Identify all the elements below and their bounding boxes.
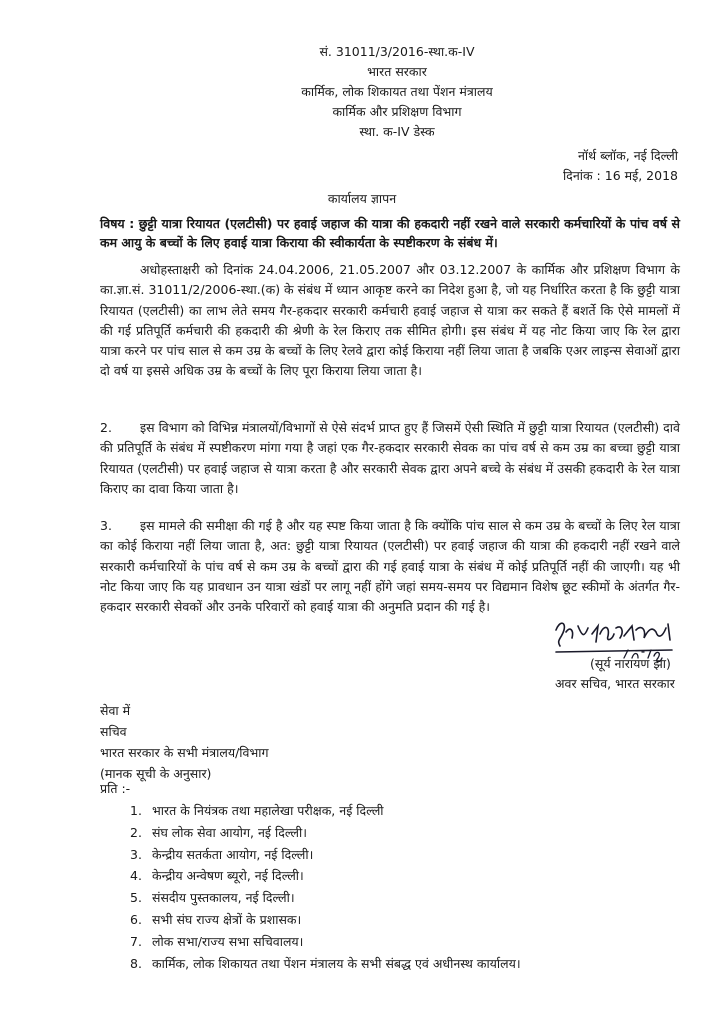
place-date-block [563,146,678,186]
list-item: 7. लोक सभा/राज्य सभा सचिवालय। [130,933,304,949]
paragraph-text: इस विभाग को विभिन्न मंत्रालयों/विभागों से ऐसे संदर्भ प्राप्त हुए हैं जिसमें ऐसी स्थिति में छुट्टी यात्रा रियायत (एलटीसी) दावे की प्रतिपूर्ति के संबंध में स्पष्टीकरण मांगा गया है जहां एक गैर-हकदार सरकारी सेवक का पांच वर्ष से कम उम्र का बच्चा छुट्टी यात्रा रियायत (एलटीसी) पर हवाई जहाज से यात्रा करता है और सरकारी सेवक द्वारा अपने बच्चे के संबंध में उसकी हकदारी के रेल यात्रा किराए का दावा किया जाता है। [100,420,680,496]
list-item: 4. केन्द्रीय अन्वेषण ब्यूरो, नई दिल्ली। [130,868,304,884]
ministry-name: कार्मिक, लोक शिकायत तथा पेंशन मंत्रालय [301,84,493,99]
list-item: 1. भारत के नियंत्रक तथा महालेखा परीक्षक, नई दिल्ली [130,803,384,818]
addressee-block [100,700,269,784]
paragraph-text: इस मामले की समीक्षा की गई है और यह स्पष्ट किया जाता है कि क्योंकि पांच साल से कम उम्र के बच्चों के लिए रेल यात्रा का कोई किराया नहीं लिया जाता है, अत: छुट्टी यात्रा रियायत (एलटीसी) पर हवाई जहाज की यात्रा की हकदारी नहीं रखने वाले सरकारी कर्मचारियों के पांच वर्ष से कम उम्र के बच्चों द्वारा की गई हवाई यात्रा के संबंध में कोई प्रतिपूर्ति नहीं की जाएगी। यह भी नोट किया जाए कि यह प्रावधान उन यात्रा खंडों पर लागू नहीं होंगे जहां समय-समय पर विद्यमान विशेष छूट स्कीमों के अंतर्गत गैर-हकदार सरकारी सेवकों और उनके परिवारों को हवाई यात्रा की अनुमति प्रदान की गई है। [100,518,680,615]
letterhead [0,44,724,144]
department-name: कार्मिक और प्रशिक्षण विभाग [332,104,462,119]
paragraph-text: अधोहस्ताक्षरी को दिनांक 24.04.2006, 21.05.2007 और 03.12.2007 के कार्मिक और प्रशिक्षण विभाग के का.ज्ञा.सं. 31011/2/2006-स्था.(क) के संबंध में ध्यान आकृष्ट करने का निदेश हुआ है, जो यह निर्धारित करता है कि छुट्टी यात्रा रियायत (एलटीसी) का लाभ लेते समय गैर-हकदार सरकारी कर्मचारी हवाई जहाज से यात्रा कर सकते हैं बशर्ते कि ऐसे मामलों में की गई प्रतिपूर्ति कर्मचारी की हकदारी की श्रेणी के रेल किराए तक सीमित होगी। इस संबंध में यह नोट किया जाए कि रेल द्वारा यात्रा करने पर पांच साल से कम उम्र के बच्चों के लिए रेलवे द्वारा कोई किराया नहीं लिया जाता है जबकि एअर लाइन्स सेवाओं द्वारा दो वर्ष या इससे अधिक उम्र के बच्चों के लिए पूरा किराया लिया जाता है। [100,262,680,379]
list-item: 5. संसदीय पुस्तकालय, नई दिल्ली। [130,890,295,906]
document-type: कार्यालय ज्ञापन [327,191,397,206]
addressee-line: सचिव [100,724,127,739]
signatory-designation: अवर सचिव, भारत सरकार [555,676,675,691]
list-item: 8. कार्मिक, लोक शिकायत तथा पेंशन मंत्रालय के सभी संबद्ध एवं अधीनस्थ कार्यालय। [130,955,521,971]
copy-to-label: प्रति :- [100,781,131,796]
addressee-line: (मानक सूची के अनुसार) [100,766,212,781]
desk-name: स्था. क-IV डेस्क [359,124,435,139]
reference-number: सं. 31011/3/2016-स्था.क-IV [319,44,475,59]
subject-line: विषय : छुट्टी यात्रा रियायत (एलटीसी) पर हवाई जहाज की यात्रा की हकदारी नहीं रखने वाले सरकारी कर्मचारियों के पांच वर्ष से कम आयु के बच्चों के लिए हवाई यात्रा किराया की स्वीकार्यता के स्पष्टीकरण के संबंध में। [100,216,680,250]
list-item: 3. केन्द्रीय सतर्कता आयोग, नई दिल्ली। [130,846,314,862]
list-item: 6. सभी संघ राज्य क्षेत्रों के प्रशासक। [130,911,302,927]
copy-to-list [130,800,521,974]
paragraph-2 [100,418,680,499]
list-item: 2. संघ लोक सेवा आयोग, नई दिल्ली। [130,824,307,840]
paragraph-number: 3. [100,518,112,533]
paragraph-3 [100,516,680,617]
location: नॉर्थ ब्लॉक, नई दिल्ली [577,148,678,163]
government-name: भारत सरकार [367,64,427,79]
addressee-to: सेवा में [100,703,131,718]
issue-date: दिनांक : 16 मई, 2018 [562,168,678,183]
addressee-line: भारत सरकार के सभी मंत्रालय/विभाग [100,745,269,760]
paragraph-number: 2. [100,420,112,435]
paragraph-1 [100,260,680,382]
signatory-name: (सूर्य नारायण झा) [590,656,671,671]
